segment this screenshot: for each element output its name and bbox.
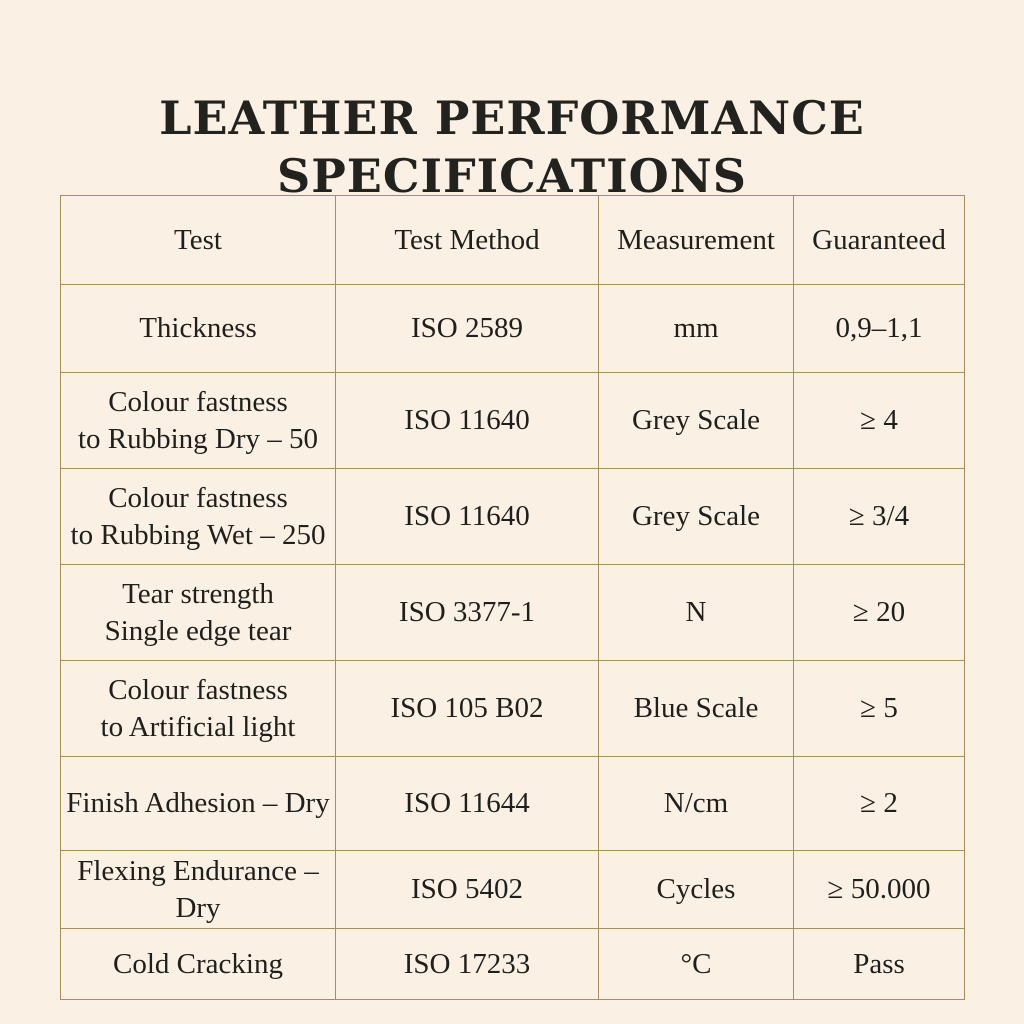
cell-test-line: to Rubbing Dry – 50 xyxy=(77,422,319,455)
cell-test-line: to Rubbing Wet – 250 xyxy=(70,518,326,551)
cell-test-line: Finish Adhesion – Dry xyxy=(66,787,330,819)
cell-measurement: Cycles xyxy=(599,851,794,929)
cell-method: ISO 2589 xyxy=(336,285,599,373)
cell-method: ISO 11640 xyxy=(336,469,599,565)
title-line-1: LEATHER PERFORMANCE xyxy=(159,90,865,145)
title-line-2: SPECIFICATIONS xyxy=(276,148,748,203)
cell-test-line: Tear strength xyxy=(122,577,274,610)
cell-guaranteed: ≥ 3/4 xyxy=(794,469,965,565)
table-row xyxy=(61,929,965,1000)
cell-test-line: Colour fastness xyxy=(108,385,288,418)
table-row xyxy=(61,757,965,851)
cell-method: ISO 105 B02 xyxy=(336,661,599,757)
cell-test xyxy=(61,929,336,1000)
cell-guaranteed: 0,9–1,1 xyxy=(794,285,965,373)
cell-test xyxy=(61,851,336,929)
cell-test-line: Flexing Endurance – Dry xyxy=(77,854,319,924)
cell-method: ISO 17233 xyxy=(336,929,599,1000)
table-row xyxy=(61,285,965,373)
cell-measurement: °C xyxy=(599,929,794,1000)
cell-measurement: mm xyxy=(599,285,794,373)
cell-test-line: Single edge tear xyxy=(104,614,292,647)
header-test-method: Test Method xyxy=(336,196,599,285)
table-row xyxy=(61,469,965,565)
cell-measurement: Grey Scale xyxy=(599,469,794,565)
table-row xyxy=(61,851,965,929)
cell-test-line: Thickness xyxy=(139,312,257,344)
cell-measurement: Grey Scale xyxy=(599,373,794,469)
cell-guaranteed: Pass xyxy=(794,929,965,1000)
cell-test xyxy=(61,661,336,757)
header-measurement: Measurement xyxy=(599,196,794,285)
cell-measurement: N/cm xyxy=(599,757,794,851)
cell-test xyxy=(61,565,336,661)
cell-method: ISO 3377-1 xyxy=(336,565,599,661)
cell-test-line: to Artificial light xyxy=(100,710,296,743)
cell-method: ISO 5402 xyxy=(336,851,599,929)
table-row xyxy=(61,373,965,469)
specifications-table xyxy=(60,195,965,1000)
cell-test xyxy=(61,469,336,565)
cell-test-line: Cold Cracking xyxy=(113,947,283,980)
table-row xyxy=(61,661,965,757)
cell-guaranteed: ≥ 4 xyxy=(794,373,965,469)
cell-guaranteed: ≥ 50.000 xyxy=(794,851,965,929)
cell-guaranteed: ≥ 5 xyxy=(794,661,965,757)
cell-method: ISO 11640 xyxy=(336,373,599,469)
cell-test xyxy=(61,757,336,851)
header-test: Test xyxy=(61,196,336,285)
page-title xyxy=(0,89,1024,205)
cell-test xyxy=(61,285,336,373)
table-header-row xyxy=(61,196,965,285)
cell-measurement: N xyxy=(599,565,794,661)
cell-method: ISO 11644 xyxy=(336,757,599,851)
cell-test-line: Colour fastness xyxy=(108,673,288,706)
cell-test xyxy=(61,373,336,469)
table-row xyxy=(61,565,965,661)
cell-guaranteed: ≥ 2 xyxy=(794,757,965,851)
cell-test-line: Colour fastness xyxy=(108,481,288,514)
cell-measurement: Blue Scale xyxy=(599,661,794,757)
header-guaranteed: Guaranteed xyxy=(794,196,965,285)
cell-guaranteed: ≥ 20 xyxy=(794,565,965,661)
